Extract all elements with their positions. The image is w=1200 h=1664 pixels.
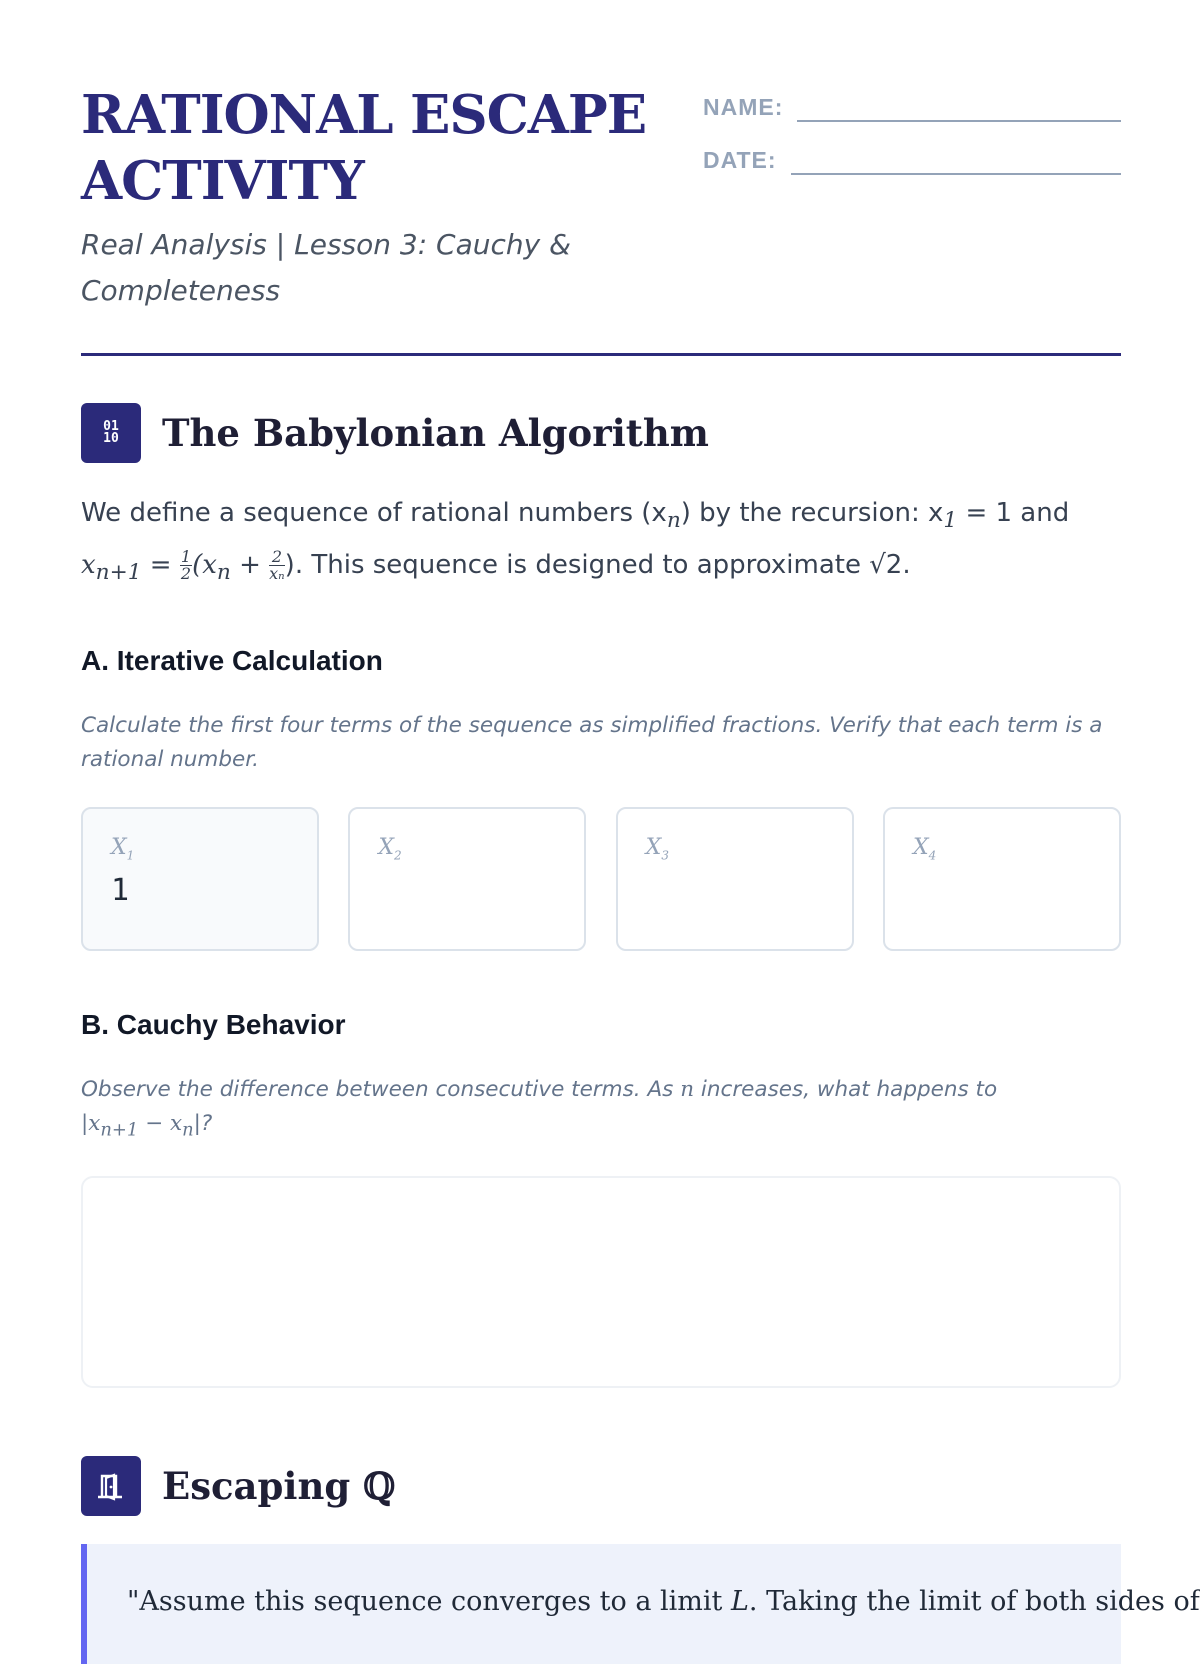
worksheet-page: [81, 0, 1200, 1664]
date-field[interactable]: [791, 145, 1121, 175]
term-label-letter: X: [912, 835, 929, 861]
term-label: [913, 835, 936, 862]
name-label: NAME:: [703, 94, 784, 120]
recurrence-mid: (x: [192, 550, 217, 581]
title-line-2: ACTIVITY: [81, 150, 364, 212]
section-title: Escaping ℚ: [162, 1463, 396, 1508]
term-value: 1: [111, 873, 130, 909]
fraction-numerator: 2: [269, 549, 285, 566]
part-b-title: B. Cauchy Behavior: [81, 1009, 346, 1041]
section-header: [81, 403, 1121, 463]
name-row: [703, 84, 1121, 122]
part-b-math-1: |x: [81, 1111, 101, 1137]
section-title: The Babylonian Algorithm: [162, 411, 709, 455]
fraction-denominator: 2: [180, 564, 192, 584]
part-b-n: n: [680, 1077, 695, 1103]
term-boxes: [81, 807, 1121, 951]
part-a-title: A. Iterative Calculation: [81, 645, 383, 677]
fraction-one-half: [180, 549, 192, 582]
section-escaping-q: [81, 1456, 1200, 1664]
door-exit-icon: [81, 1456, 141, 1516]
title-line-1: RATIONAL ESCAPE: [81, 84, 647, 146]
name-field[interactable]: [797, 92, 1121, 122]
part-b-math-sub-2: n: [182, 1119, 194, 1141]
recurrence-plus: +: [230, 550, 270, 581]
date-label: DATE:: [703, 147, 777, 173]
term-label-letter: X: [645, 835, 662, 861]
part-b-instruction: [81, 1073, 1121, 1147]
quote-text-2: . Taking the limit of both sides of: [748, 1585, 1200, 1617]
term-box-x1[interactable]: [81, 807, 319, 951]
term-label-sub: 4: [928, 848, 937, 863]
part-b-math-mid: − x: [138, 1111, 183, 1137]
page-subtitle: Real Analysis | Lesson 3: Cauchy & Completeness: [81, 228, 571, 307]
fraction-numerator: 1: [180, 547, 192, 567]
intro-text-2: ) by the recursion: x: [680, 498, 944, 528]
term-label: [378, 835, 401, 862]
term-label-sub: 3: [661, 848, 669, 863]
fraction-two-over-xn: [269, 549, 285, 582]
part-a-instruction: Calculate the first four terms of the sequence as simplified fractions. Verify that each term is a rational number.: [81, 713, 1103, 773]
part-b-text-1: Observe the difference between consecutive terms. As: [81, 1077, 681, 1103]
intro-text-4: This sequence is designed to approximate √2.: [303, 550, 911, 581]
section-header: [81, 1456, 1121, 1516]
student-info: [703, 84, 1121, 190]
intro-sub-2: 1: [943, 508, 958, 534]
fraction-denominator: xₙ: [269, 564, 285, 584]
term-box-x3[interactable]: [616, 807, 854, 951]
page-title: [81, 82, 681, 214]
term-label: [111, 835, 134, 862]
quote-limit-l: L: [730, 1585, 749, 1617]
term-label-sub: 1: [126, 848, 135, 863]
cauchy-answer-area[interactable]: [81, 1176, 1121, 1388]
header-divider: [81, 353, 1121, 356]
intro-sub-1: n: [666, 508, 681, 534]
recurrence-close: ).: [284, 550, 304, 581]
quote-text-1: "Assume this sequence converges to a limit: [127, 1585, 731, 1617]
date-row: [703, 137, 1121, 175]
term-box-x4[interactable]: [883, 807, 1121, 951]
term-label-letter: X: [111, 835, 127, 861]
intro-text-3: = 1 and: [957, 498, 1070, 528]
term-box-x2[interactable]: [348, 807, 586, 951]
part-b-text-2: increases, what happens to: [694, 1077, 998, 1103]
recurrence-lhs: x: [81, 550, 96, 581]
binary-icon: 01 10: [81, 403, 141, 463]
part-b-math-sub-1: n+1: [100, 1119, 139, 1141]
worksheet-header: [81, 0, 1121, 356]
term-label: [646, 835, 669, 862]
section-intro: [81, 491, 1121, 595]
proof-quote: [81, 1544, 1200, 1664]
intro-text-1: We define a sequence of rational numbers (x: [81, 498, 667, 528]
term-label-letter: X: [378, 835, 394, 861]
part-b-math-end: |?: [193, 1111, 213, 1137]
recurrence-mid-sub: n: [216, 560, 231, 586]
recurrence-equals: =: [141, 550, 180, 581]
recurrence-lhs-sub: n+1: [95, 560, 142, 586]
term-label-sub: 2: [394, 848, 402, 863]
section-babylonian: [81, 403, 1121, 1388]
